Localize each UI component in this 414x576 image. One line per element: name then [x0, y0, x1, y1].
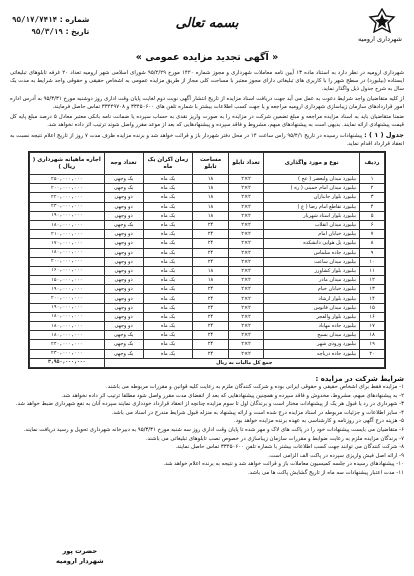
- cell-desc: بیلبورد میدان انقلاب: [264, 220, 360, 229]
- condition-item: ۷- برندگان مزایده ملزم به رعایت ضوابط و مقررات سازمان زیباسازی در خصوص نصب تابلوهای تبلیغاتی می باشند.: [145, 435, 404, 442]
- table-row: [30, 285, 385, 294]
- condition-item: ۵- هزینه درج آگهی در روزنامه و کارشناسی به عهده برنده مزایده خواهد بود.: [233, 418, 404, 425]
- logo-caption: شهرداری ارومیه: [357, 35, 402, 43]
- cell-period: یک ماه: [143, 211, 193, 220]
- cell-price: ۲۰۰,۰۰۰,۰۰۰: [30, 294, 105, 303]
- cell-qty: یک وجهی: [104, 220, 143, 229]
- condition-item: ۳- شهرداری در رد یا قبول هر یک از پیشنهادات مختار است و برندگان اول تا سوم مزایده چنانچه از انعقاد قرارداد خودداری نمایند سپرده آنان به نفع شهرداری ضبط خواهد شد.: [15, 401, 404, 408]
- cell-desc: بیلبورد تقاطع امام رضا ( ع ): [264, 202, 360, 211]
- table-row: [30, 175, 385, 184]
- cell-qty: دو وجهی: [104, 312, 143, 321]
- cell-qty: دو وجهی: [104, 266, 143, 275]
- cell-row: ۴: [360, 202, 385, 211]
- cell-row: ۱۸: [360, 331, 385, 340]
- table-body: [30, 175, 385, 359]
- cell-price: ۲۰۰,۰۰۰,۰۰۰: [30, 257, 105, 266]
- cell-qty: دو وجهی: [104, 303, 143, 312]
- cell-desc: بیلبورد خیابان خیام: [264, 285, 360, 294]
- total-value: ۳,۹۵۰,۰۰۰,۰۰۰: [30, 358, 105, 367]
- table-row: [30, 248, 385, 257]
- cell-desc: بیلبورد میدان فانوس: [264, 303, 360, 312]
- cell-period: یک ماه: [143, 202, 193, 211]
- cell-desc: بیلبورد میدان مادر: [264, 276, 360, 285]
- cell-count: ۲×۲: [228, 349, 264, 358]
- cell-area: ۲۴: [193, 248, 229, 257]
- cell-qty: دو وجهی: [104, 193, 143, 202]
- cell-period: یک ماه: [143, 303, 193, 312]
- cell-area: ۲۴: [193, 340, 229, 349]
- cell-price: ۱۹۰,۰۰۰,۰۰۰: [30, 285, 105, 294]
- page-title: « آگهی تجدید مزایده عمومی »: [135, 52, 279, 63]
- table-row: [30, 257, 385, 266]
- section-text: پیشنهادات رسیده در تاریخ ۹۵/۴/۱ راس ساعت ۱۴ در محل دفتر شهردار باز و قرائت خواهد شد و برنده مزایده ظرف مدت ۷ روز از تاریخ اعلام نتیجه نسبت به انعقاد قرارداد اقدام نماید.: [10, 133, 404, 147]
- cell-period: یک ماه: [143, 239, 193, 248]
- cell-price: ۱۸۰,۰۰۰,۰۰۰: [30, 220, 105, 229]
- cell-period: یک ماه: [143, 184, 193, 193]
- cell-desc: بیلبورد بلوار استاد شهریار: [264, 211, 360, 220]
- column-header-price: اجاره ماهیانه شهرداری ( ریال ): [30, 153, 105, 175]
- cell-count: ۲×۲: [228, 175, 264, 184]
- cell-count: ۲×۲: [228, 248, 264, 257]
- cell-row: ۷: [360, 230, 385, 239]
- cell-qty: دو وجهی: [104, 276, 143, 285]
- cell-area: ۲۴: [193, 220, 229, 229]
- cell-desc: بیلبورد بلوار والفجر: [264, 312, 360, 321]
- cell-count: ۲×۲: [228, 303, 264, 312]
- cell-count: ۲×۲: [228, 211, 264, 220]
- condition-item: ۴- سایر اطلاعات و جزئیات مربوطه در اسناد مزایده درج شده است و ارائه پیشنهاد به منزله قبول شرایط مندرج در اسناد می باشد.: [111, 409, 404, 416]
- cell-row: ۸: [360, 239, 385, 248]
- cell-area: ۲۴: [193, 285, 229, 294]
- cell-qty: یک وجهی: [104, 175, 143, 184]
- signatory-title: شهردار ارومیه: [56, 557, 104, 565]
- cell-row: ۳: [360, 193, 385, 202]
- letter-date-value: ۹۵/۳/۱۹: [31, 27, 63, 36]
- cell-price: ۲۳۰,۰۰۰,۰۰۰: [30, 349, 105, 358]
- signature-block: [56, 546, 104, 566]
- total-label: جمع کل مالیات به ریال: [104, 358, 384, 367]
- cell-period: یک ماه: [143, 230, 193, 239]
- cell-count: ۲×۲: [228, 322, 264, 331]
- cell-area: ۱۸: [193, 276, 229, 285]
- table-row: [30, 276, 385, 285]
- cell-price: ۱۸۰,۰۰۰,۰۰۰: [30, 331, 105, 340]
- cell-row: ۱۳: [360, 285, 385, 294]
- cell-area: ۲۴: [193, 239, 229, 248]
- table-row: [30, 331, 385, 340]
- billboard-table-frame: [28, 151, 386, 369]
- cell-area: ۱۸: [193, 266, 229, 275]
- cell-qty: دو وجهی: [104, 202, 143, 211]
- cell-desc: بیلبورد جاده سلماس: [264, 248, 360, 257]
- cell-count: ۲×۲: [228, 340, 264, 349]
- cell-row: ۱: [360, 175, 385, 184]
- condition-item: ۱۰- پیشنهادهای رسیده در جلسه کمیسیون معاملات باز و قرائت خواهد شد و نتیجه به برنده اعلام خواهد شد.: [163, 461, 404, 468]
- table-row: [30, 340, 385, 349]
- cell-period: یک ماه: [143, 220, 193, 229]
- conditions-title: شرایط شرکت در مزایده :: [315, 374, 404, 383]
- cell-row: ۵: [360, 211, 385, 220]
- condition-item: ۶- متقاضیان می بایست پیشنهادات خود را در پاکت های لاک و مهر شده تا پایان وقت اداری روز سه شنبه مورخ ۹۵/۳/۳۱ به دبیرخانه شهرداری تحویل و رسید دریافت نمایند.: [23, 426, 404, 433]
- letter-date-label: تاریخ :: [65, 27, 90, 36]
- cell-count: ۲×۲: [228, 202, 264, 211]
- cell-area: ۱۸: [193, 193, 229, 202]
- cell-price: ۱۵۰,۰۰۰,۰۰۰: [30, 276, 105, 285]
- cell-area: ۲۴: [193, 322, 229, 331]
- table-row: [30, 294, 385, 303]
- cell-period: یک ماه: [143, 349, 193, 358]
- cell-qty: یک وجهی: [104, 349, 143, 358]
- cell-row: ۱۹: [360, 340, 385, 349]
- cell-qty: دو وجهی: [104, 257, 143, 266]
- cell-period: یک ماه: [143, 175, 193, 184]
- cell-period: یک ماه: [143, 312, 193, 321]
- cell-period: یک ماه: [143, 266, 193, 275]
- table-row: [30, 303, 385, 312]
- cell-count: ۲×۲: [228, 184, 264, 193]
- cell-count: ۲×۲: [228, 239, 264, 248]
- cell-period: یک ماه: [143, 193, 193, 202]
- cell-price: ۱۹۰,۰۰۰,۰۰۰: [30, 303, 105, 312]
- cell-area: ۲۴: [193, 331, 229, 340]
- cell-row: ۹: [360, 248, 385, 257]
- signatory-name: حضرت پور: [62, 547, 98, 555]
- cell-row: ۱۵: [360, 303, 385, 312]
- cell-price: ۲۰۰,۰۰۰,۰۰۰: [30, 184, 105, 193]
- cell-row: ۱۴: [360, 294, 385, 303]
- cell-desc: بیلبورد میدان بسیج: [264, 331, 360, 340]
- cell-price: ۱۸۰,۰۰۰,۰۰۰: [30, 248, 105, 257]
- cell-desc: بیلبورد جاده دریاچه: [264, 349, 360, 358]
- cell-area: ۲۴: [193, 303, 229, 312]
- cell-price: ۲۵۰,۰۰۰,۰۰۰: [30, 175, 105, 184]
- table-row: [30, 220, 385, 229]
- table-row: [30, 184, 385, 193]
- cell-price: ۲۳۰,۰۰۰,۰۰۰: [30, 202, 105, 211]
- cell-desc: بیلبورد میدان ولیعصر ( عج ): [264, 175, 360, 184]
- cell-row: ۲۰: [360, 349, 385, 358]
- cell-area: ۲۴: [193, 230, 229, 239]
- cell-count: ۲×۲: [228, 331, 264, 340]
- cell-area: ۱۸: [193, 175, 229, 184]
- table-row: [30, 322, 385, 331]
- cell-row: ۲: [360, 184, 385, 193]
- letter-number-label: شماره :: [59, 15, 90, 24]
- cell-count: ۲×۲: [228, 230, 264, 239]
- cell-desc: بیلبورد خیابان امام: [264, 230, 360, 239]
- cell-count: ۲×۲: [228, 276, 264, 285]
- cell-period: یک ماه: [143, 257, 193, 266]
- cell-desc: بیلبورد جاده مهاباد: [264, 322, 360, 331]
- cell-row: ۱۲: [360, 276, 385, 285]
- table-row: [30, 211, 385, 220]
- cell-qty: یک وجهی: [104, 340, 143, 349]
- cell-price: ۱۶۰,۰۰۰,۰۰۰: [30, 266, 105, 275]
- cell-qty: دو وجهی: [104, 248, 143, 257]
- cell-area: ۲۴: [193, 257, 229, 266]
- condition-item: ۱۱- مدت اعتبار پیشنهادات سه ماه از تاریخ گشایش پاکت ها می باشد.: [247, 469, 404, 476]
- letter-number-row: [12, 14, 89, 26]
- table-total-row: [30, 358, 385, 367]
- cell-qty: دو وجهی: [104, 294, 143, 303]
- cell-row: ۶: [360, 220, 385, 229]
- cell-period: یک ماه: [143, 322, 193, 331]
- cell-count: ۲×۲: [228, 193, 264, 202]
- cell-qty: دو وجهی: [104, 239, 143, 248]
- document-header: [10, 6, 404, 68]
- letter-number-value: ۹۵/۱۷/۷۴۱۴: [12, 15, 58, 24]
- cell-period: یک ماه: [143, 340, 193, 349]
- cell-price: ۲۱۰,۰۰۰,۰۰۰: [30, 230, 105, 239]
- basmala-heading: بسمه تعالی: [175, 16, 239, 31]
- letter-meta: [12, 14, 89, 38]
- cell-area: ۱۸: [193, 211, 229, 220]
- condition-item: ۸- شرکت کنندگان می توانند جهت کسب اطلاعات بیشتر با شماره تلفن ۳۳۴۵۰۶۰۰ تماس حاصل نمایند.: [175, 444, 404, 451]
- cell-count: ۲×۲: [228, 312, 264, 321]
- intro-paragraphs: [10, 69, 404, 129]
- cell-desc: بیلبورد بلوار جانبازان: [264, 193, 360, 202]
- cell-desc: بیلبورد میدان امام خمینی ( ره ): [264, 184, 360, 193]
- column-header-row: ردیف: [360, 153, 385, 175]
- cell-qty: دو وجهی: [104, 322, 143, 331]
- cell-qty: دو وجهی: [104, 230, 143, 239]
- table-row: [30, 312, 385, 321]
- cell-price: ۱۹۰,۰۰۰,۰۰۰: [30, 211, 105, 220]
- cell-qty: یک وجهی: [104, 331, 143, 340]
- cell-area: ۲۴: [193, 312, 229, 321]
- condition-item: ۹- ارائه اصل فیش واریزی سپرده در پاکت الف الزامی است.: [268, 452, 404, 459]
- table-row: [30, 193, 385, 202]
- cell-price: ۲۴۰,۰۰۰,۰۰۰: [30, 340, 105, 349]
- cell-row: ۱۶: [360, 312, 385, 321]
- table-row: [30, 239, 385, 248]
- cell-count: ۲×۲: [228, 257, 264, 266]
- table-row: [30, 202, 385, 211]
- cell-area: ۲۴: [193, 294, 229, 303]
- cell-area: ۱۸: [193, 184, 229, 193]
- cell-count: ۲×۲: [228, 266, 264, 275]
- cell-price: ۲۲۰,۰۰۰,۰۰۰: [30, 193, 105, 202]
- letter-date-row: [12, 26, 89, 38]
- cell-count: ۲×۲: [228, 294, 264, 303]
- table-row: [30, 266, 385, 275]
- column-header-area: مساحت تابلو: [193, 153, 229, 175]
- cell-price: ۱۸۰,۰۰۰,۰۰۰: [30, 312, 105, 321]
- cell-row: ۱۱: [360, 266, 385, 275]
- condition-item: ۲- به پیشنهادهای مبهم، مشروط، مخدوش و فاقد سپرده و همچنین پیشنهادهایی که بعد از انقضای مدت مقرر واصل شود مطلقا ترتیب اثر داده نخواهد شد.: [61, 392, 404, 399]
- conditions-list: [10, 384, 404, 478]
- cell-qty: دو وجهی: [104, 211, 143, 220]
- cell-period: یک ماه: [143, 276, 193, 285]
- cell-desc: بیلبورد بلوار کشاورز: [264, 266, 360, 275]
- cell-desc: بیلبورد بلوار ارشاد: [264, 294, 360, 303]
- billboard-table: [29, 152, 385, 368]
- table-row: [30, 230, 385, 239]
- column-header-period: زمان اکران یک ماه: [143, 153, 193, 175]
- cell-price: ۱۷۰,۰۰۰,۰۰۰: [30, 239, 105, 248]
- intro-paragraph: شهرداری ارومیه در نظر دارد به استناد ماده ۱۳ آیین نامه معاملات شهرداری و مجوز شماره ۱۴۲۰ مورخ ۹۵/۲/۲۹ شورای اسلامی شهر ارومیه تعداد ۲۰ غرفه تابلوهای تبلیغاتی ایستاده (بیلبورد) در سطح شهر را با کاربری های تبلیغاتی دارای مجوز معتبر با مساحت کلی مجاز از طریق مزایده عمومی به اشخاص حقیقی و حقوقی واجد شرایط به مدت یک سال به شرح جدول ذیل واگذار نماید.: [10, 70, 404, 92]
- column-header-desc: نوع و مورد واگذاری: [264, 153, 360, 175]
- column-header-qty: تعداد وجه: [104, 153, 143, 175]
- cell-qty: یک وجهی: [104, 184, 143, 193]
- condition-item: ۱- مزایده فقط برای اشخاص حقیقی و حقوقی ایرانی بوده و شرکت کنندگان ملزم به رعایت کلیه قوانین و مقررات مربوطه می باشند.: [106, 383, 404, 390]
- intro-paragraph: ضمنا متقاضیان باید به اسناد مزایده مراجعه و مبلغ تضمین شرکت در مزایده را به صورت واریز نقدی به حساب سپرده یا ضمانت نامه بانکی معتبر معادل ۵ درصد مبلغ پایه کل قیمت پیشنهادی ارائه نمایند. بدیهی است به پیشنهادهای مبهم، مشروط و فاقد سپرده و پیشنهادهایی که بعد از موعد مقرر واصل شوند ترتیب اثر داده نخواهد شد.: [10, 114, 404, 128]
- cell-area: ۱۸: [193, 202, 229, 211]
- cell-desc: بیلبورد پل هوایی دانشکده: [264, 239, 360, 248]
- table-row: [30, 349, 385, 358]
- cell-period: یک ماه: [143, 294, 193, 303]
- section-block: [10, 131, 404, 148]
- cell-period: یک ماه: [143, 331, 193, 340]
- intro-paragraph: از کلیه متقاضیان واجد شرایط دعوت به عمل می آید جهت دریافت اسناد مزایده از تاریخ انتشار آگهی نوبت دوم لغایت پایان وقت اداری روز دوشنبه مورخ ۹۵/۳/۳۱ به آدرس اداره امور قراردادهای سازمان زیباسازی شهرداری ارومیه مراجعه و یا جهت کسب اطلاعات بیشتر با شماره تلفن های ۳۳۴۵۰۶۰۰ و ۳۳۴۴۹۷۰۸ تماس حاصل فرمایند.: [10, 96, 404, 110]
- cell-price: ۱۸۰,۰۰۰,۰۰۰: [30, 322, 105, 331]
- cell-row: ۱۰: [360, 257, 385, 266]
- column-header-count: تعداد تابلو: [228, 153, 264, 175]
- cell-period: یک ماه: [143, 285, 193, 294]
- cell-desc: بیلبورد ورودی شهر: [264, 340, 360, 349]
- cell-desc: بیلبورد میدان ساعت: [264, 257, 360, 266]
- cell-period: یک ماه: [143, 248, 193, 257]
- cell-row: ۱۷: [360, 322, 385, 331]
- cell-area: ۲۴: [193, 349, 229, 358]
- cell-count: ۲×۲: [228, 220, 264, 229]
- cell-count: ۲×۲: [228, 285, 264, 294]
- section-label: جدول ( ۱ ) :: [364, 131, 404, 139]
- table-header-row: [30, 153, 385, 175]
- cell-qty: دو وجهی: [104, 285, 143, 294]
